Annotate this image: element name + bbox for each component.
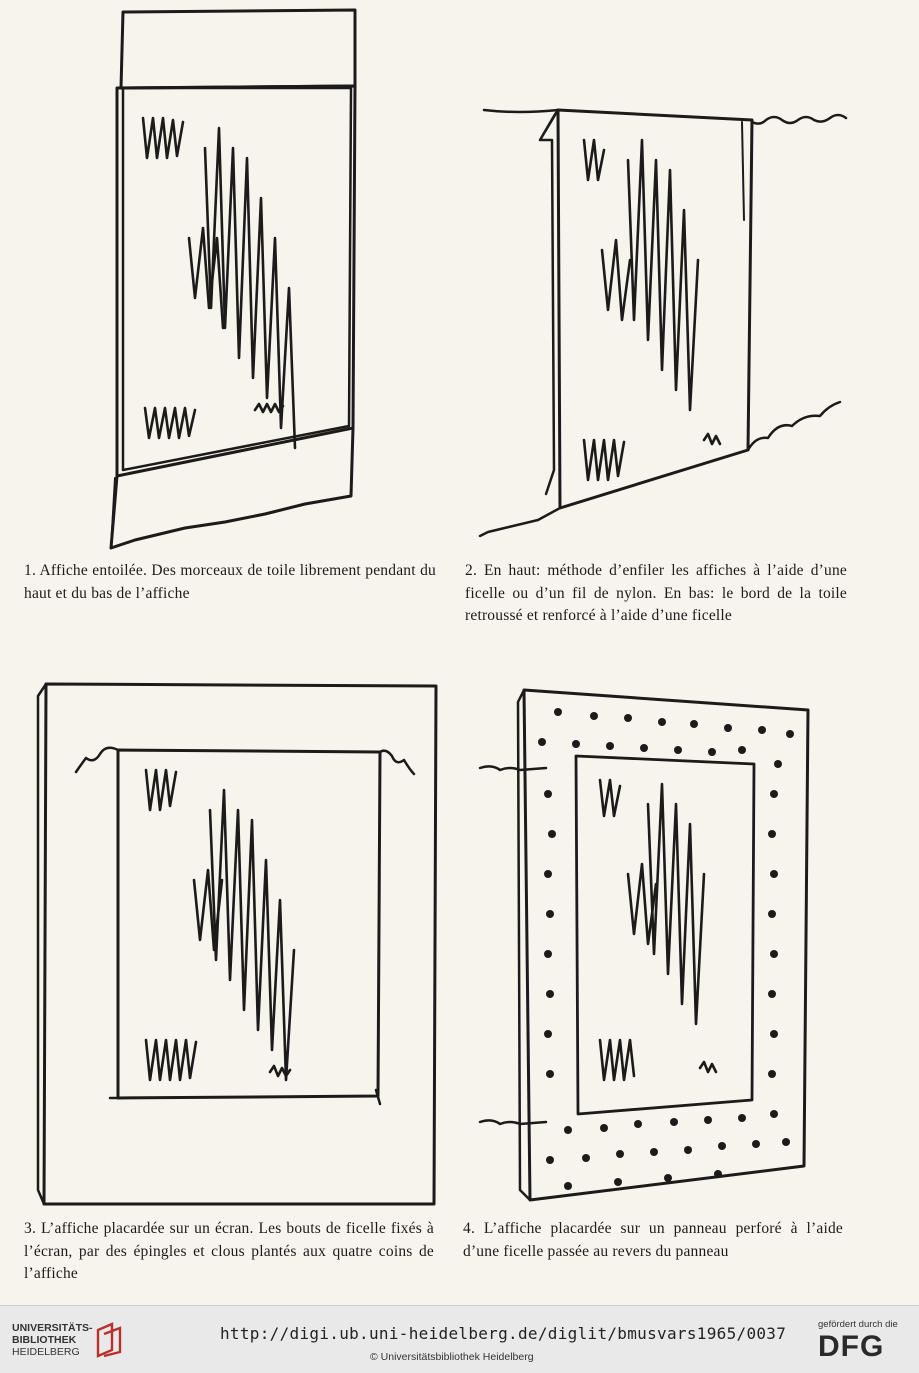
caption-figure-3: 3. L’affiche placardée sur un écran. Les bouts de ficelle fixés à l’écran, par des épingles et clous plantés aux quatre coins de l’affiche: [24, 1220, 434, 1282]
caption-figure-2: 2. En haut: méthode d’enfiler les affiches à l’aide d’une ficelle ou d’un fil de nylon. En bas: le bord de la toile retroussé et renforcé à l’aide d’une ficelle: [465, 562, 847, 624]
library-name-line3: HEIDELBERG: [12, 1346, 80, 1358]
viewer-footer: [0, 1305, 919, 1373]
dfg-logo-icon: DFG: [818, 1330, 885, 1363]
library-name-line1: UNIVERSITÄTS-: [12, 1322, 93, 1334]
library-name: [12, 1322, 93, 1358]
figure-3-drawing: [34, 680, 444, 1210]
funding-note: gefördert durch die: [818, 1319, 898, 1330]
library-name-line2: BIBLIOTHEK: [12, 1334, 77, 1346]
caption-figure-1: 1. Affiche entoilée. Des morceaux de toile librement pendant du haut et du bas de l’affiche: [24, 562, 436, 602]
figure-2-drawing: [478, 100, 848, 540]
permalink-url[interactable]: http://digi.ub.uni-heidelberg.de/diglit/bmusvars1965/0037: [220, 1324, 787, 1343]
ub-heidelberg-logo-icon: [94, 1322, 124, 1358]
figure-1-drawing: [105, 8, 365, 553]
figure-4-drawing: [478, 684, 848, 1204]
copyright-notice: © Universitätsbibliothek Heidelberg: [370, 1351, 534, 1363]
caption-figure-4: 4. L’affiche placardée sur un panneau perforé à l’aide d’une ficelle passée au revers du panneau: [463, 1220, 843, 1260]
